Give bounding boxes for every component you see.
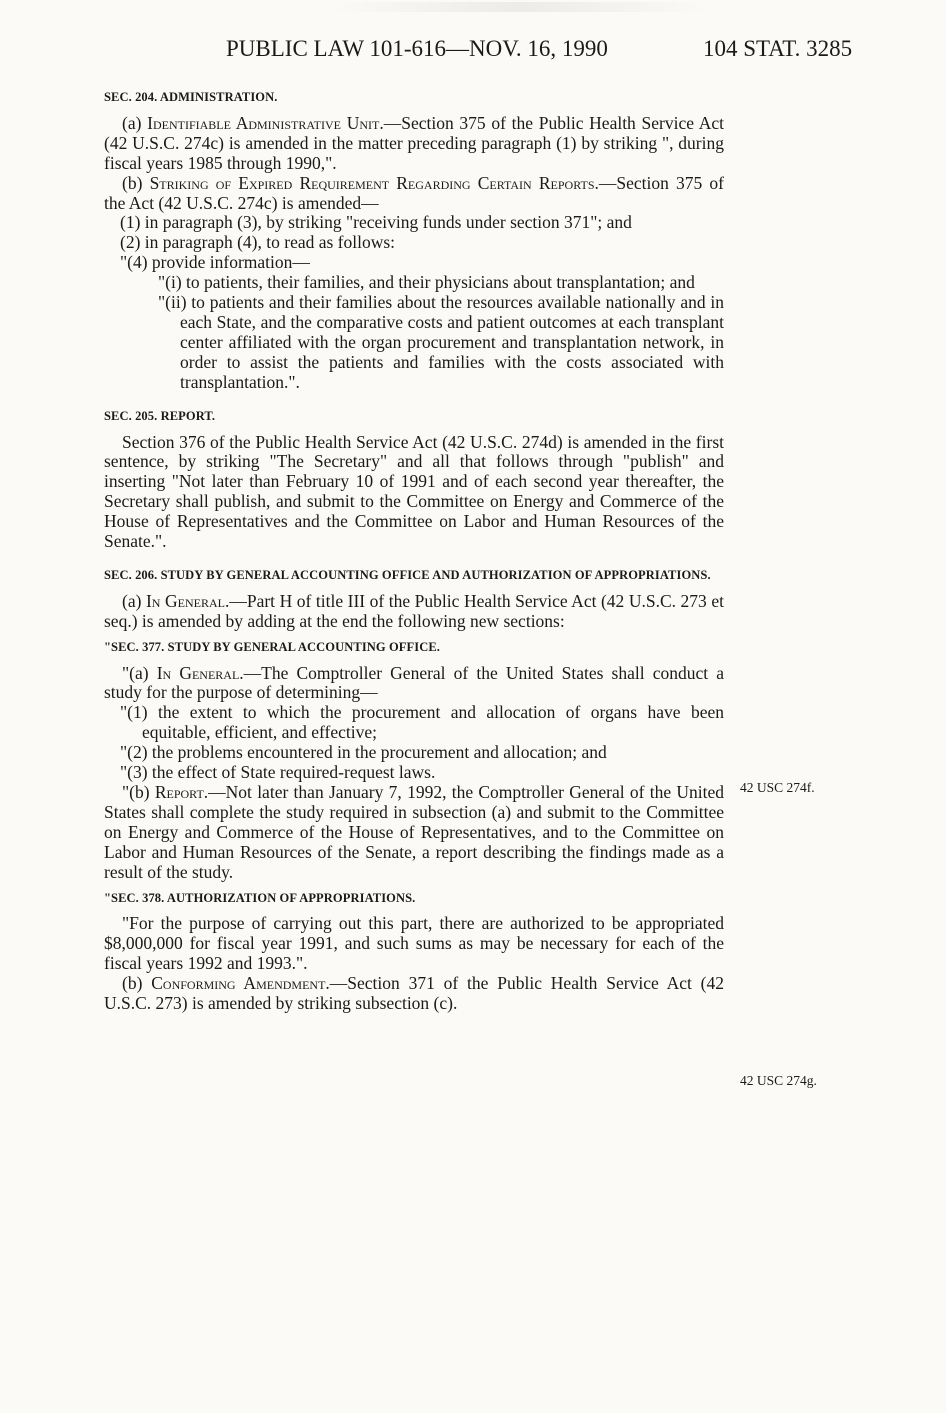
caption-206b: Conforming Amendment. bbox=[151, 973, 330, 994]
margin-note-sec377: 42 USC 274f. bbox=[740, 780, 815, 795]
section-heading-377: "SEC. 377. STUDY BY GENERAL ACCOUNTING OFFICE. bbox=[104, 639, 441, 654]
section-heading-206: SEC. 206. STUDY BY GENERAL ACCOUNTING OFFICE AND AUTHORIZATION OF APPROPRIATIONS. bbox=[104, 567, 711, 582]
paragraph-377a: "(a) In General.—The Comptroller General of the United States shall conduct a study for the purpose of determining— bbox=[104, 662, 725, 703]
page-header-stat: 104 STAT. 3285 bbox=[703, 36, 853, 61]
item-377-1: "(1) the extent to which the procurement and allocation of organs have been equitable, efficient, and effective; bbox=[120, 702, 724, 743]
item-204b-1: (1) in paragraph (3), by striking "receiving funds under section 371"; and bbox=[120, 212, 632, 233]
item-377-2: "(2) the problems encountered in the procurement and allocation; and bbox=[120, 742, 607, 763]
subitem-204-i: "(i) to patients, their families, and their physicians about transplantation; and bbox=[158, 272, 695, 293]
caption-377a: In General. bbox=[156, 662, 244, 683]
scan-smudge bbox=[330, 2, 710, 12]
paragraph-205: Section 376 of the Public Health Service Act (42 U.S.C. 274d) is amended in the first sentence, by striking "The Secretary" and all that follows through "publish" and inserting "Not later than February 10 of 1991 and of each second year thereafter, the Secretary shall publish, and submit to the Committee on Energy and Commerce of the House of Representatives and the Committee on Labor and Human Resources of the Senate.". bbox=[104, 431, 724, 552]
item-377-3: "(3) the effect of State required-request laws. bbox=[120, 762, 436, 783]
paragraph-206b: (b) Conforming Amendment.—Section 371 of the Public Health Service Act (42 U.S.C. 273) is amended by striking subsection (c). bbox=[104, 973, 724, 1014]
item-204b-2: (2) in paragraph (4), to read as follows: bbox=[120, 232, 396, 253]
caption-377b: Report. bbox=[154, 782, 209, 802]
section-heading-204: SEC. 204. ADMINISTRATION. bbox=[104, 90, 278, 104]
caption-206a: In General. bbox=[145, 590, 230, 611]
paragraph-378: "For the purpose of carrying out this part, there are authorized to be appropriated $8,000,000 for fiscal year 1991, and such sums as may be necessary for each of the fiscal years 1992 and 1993.". bbox=[104, 913, 724, 974]
caption-204a: Identifiable Administrative Unit. bbox=[147, 112, 384, 133]
section-heading-205: SEC. 205. REPORT. bbox=[104, 408, 216, 423]
margin-note-sec378: 42 USC 274g. bbox=[740, 1073, 817, 1088]
caption-204b: Striking of Expired Requirement Regarding Certain Reports. bbox=[149, 172, 599, 193]
paragraph-206a: (a) In General.—Part H of title III of the Public Health Service Act (42 U.S.C. 273 et seq.) is amended by adding at the end the following new sections: bbox=[104, 590, 724, 631]
subitem-204-ii: "(ii) to patients and their families about the resources available nationally and in each State, and the comparative costs and patient outcomes at each transplant center affiliated with the organ procurement and transplantation network, in order to assist the patients and families with the costs associated with transplantation.". bbox=[158, 292, 724, 392]
item-204b-4: "(4) provide information— bbox=[120, 252, 310, 273]
paragraph-204a: (a) Identifiable Administrative Unit.—Section 375 of the Public Health Service Act (42 U.S.C. 274c) is amended in the matter preceding paragraph (1) by striking ", during fiscal years 1985 through 1990,". bbox=[104, 112, 724, 173]
page-header-title: PUBLIC LAW 101-616—NOV. 16, 1990 bbox=[226, 36, 608, 61]
document-body bbox=[104, 88, 724, 1014]
paragraph-204b: (b) Striking of Expired Requirement Regarding Certain Reports.—Section 375 of the Act (42 U.S.C. 274c) is amended— bbox=[104, 172, 724, 213]
section-heading-378: "SEC. 378. AUTHORIZATION OF APPROPRIATIONS. bbox=[104, 890, 416, 905]
paragraph-377b: "(b) Report.—Not later than January 7, 1992, the Comptroller General of the United States shall complete the study required in subsection (a) and submit to the Committee on Energy and Commerce of the House of Representatives, and to the Committee on Labor and Human Resources of the Senate, a report describing the findings made as a result of the study. bbox=[104, 782, 724, 882]
